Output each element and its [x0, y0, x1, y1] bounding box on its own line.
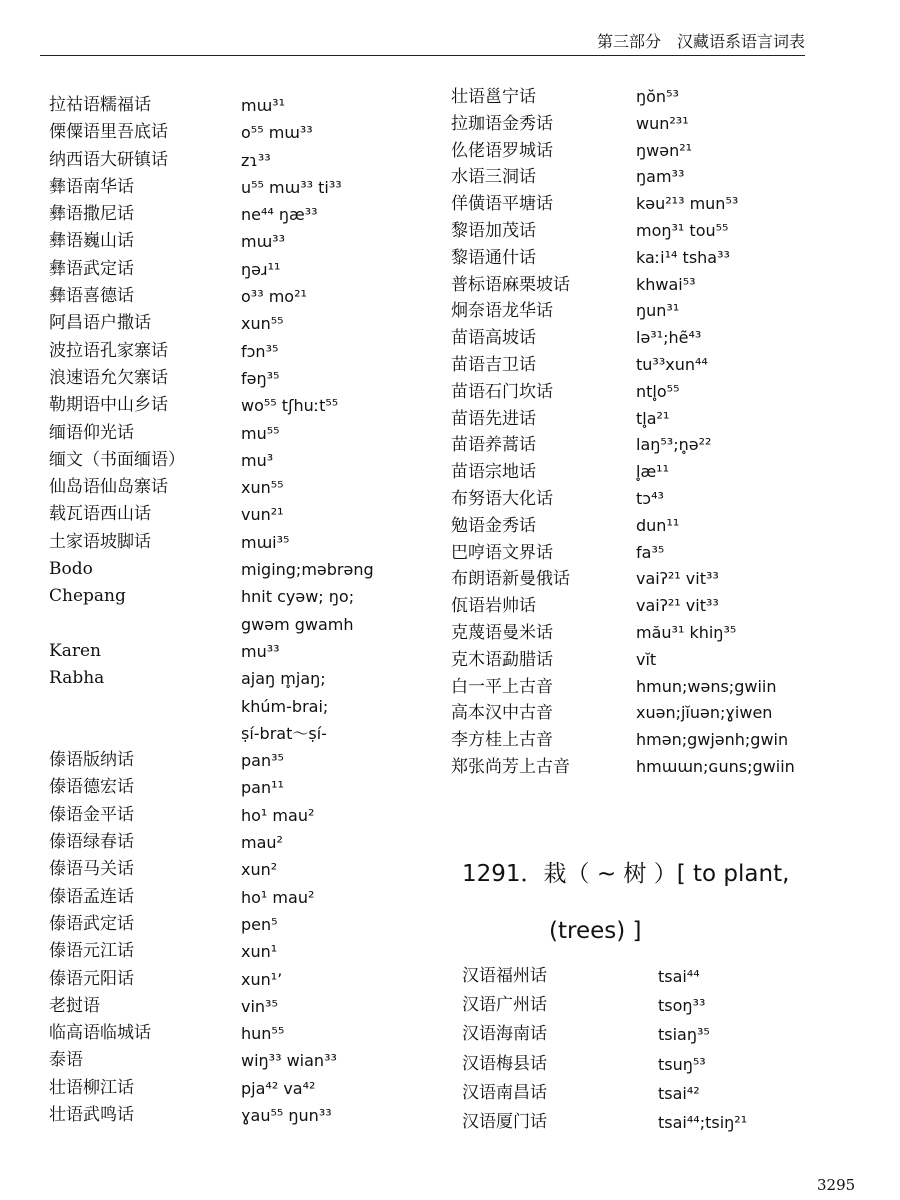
language-name: 勉语金秀话 — [451, 515, 536, 536]
section-heading: 1291．栽（ ~ 树 ）[ to plant, — [462, 861, 790, 887]
word-form: tl̥a²¹ — [636, 408, 670, 428]
word-form: khúm-brai; — [241, 696, 329, 716]
entry-row — [49, 92, 444, 119]
word-form: ŋəɹ¹¹ — [241, 259, 281, 279]
language-name: 炯奈语龙华话 — [451, 301, 553, 322]
word-form: zɿ³³ — [241, 150, 271, 170]
entry-row — [462, 1079, 882, 1108]
entry-row — [451, 700, 871, 727]
word-form: ajaŋ m̥jaŋ; — [241, 669, 326, 689]
language-name: 浪速语允欠寨话 — [49, 367, 168, 388]
language-name: Karen — [49, 640, 101, 661]
entry-row — [49, 747, 444, 774]
language-name: Rabha — [49, 668, 105, 689]
language-name: 拉祜语糯福话 — [49, 95, 151, 115]
word-form: mu³ — [241, 450, 274, 470]
word-form: hmɯɯn;ɢuns;gwiin — [636, 756, 795, 776]
language-name: 傣语绿春话 — [49, 832, 134, 853]
language-name: 傣语元阳话 — [49, 968, 134, 989]
word-form: moŋ³¹ tou⁵⁵ — [636, 220, 729, 240]
entry-row — [49, 611, 444, 638]
word-form: hmən;gwjənh;gwin — [636, 730, 789, 750]
word-form: fa³⁵ — [636, 542, 665, 562]
language-name: 泰语 — [49, 1050, 83, 1071]
word-form: pan³⁵ — [241, 751, 284, 771]
word-form: ŋwən²¹ — [636, 140, 693, 160]
section-heading-continued: (trees) ] — [549, 918, 642, 944]
word-form: khwai⁵³ — [636, 274, 696, 294]
page-number: 3295 — [817, 1176, 856, 1194]
entry-row — [451, 379, 871, 406]
entry-row — [49, 638, 444, 665]
language-name: 载瓦语西山话 — [49, 504, 151, 525]
language-name: 黎语加茂话 — [451, 220, 536, 241]
entry-row — [451, 191, 871, 218]
entry-row — [49, 1102, 444, 1129]
entry-row — [462, 962, 882, 991]
entry-row — [49, 310, 444, 337]
word-form: wun²³¹ — [636, 113, 689, 133]
word-form: vaiʔ²¹ vit³³ — [636, 569, 719, 589]
language-name: 苗语石门坎话 — [451, 381, 553, 402]
word-form: o³³ mo²¹ — [241, 287, 307, 307]
word-form: xun⁵⁵ — [241, 314, 284, 334]
language-name: 彝语武定话 — [49, 258, 134, 279]
language-name: 苗语宗地话 — [451, 462, 536, 483]
word-form: xun² — [241, 860, 278, 880]
entry-row — [49, 938, 444, 965]
word-form: kaːi¹⁴ tsha³³ — [636, 247, 730, 267]
word-form: tsiaŋ³⁵ — [658, 1025, 710, 1045]
word-form: ho¹ mau² — [241, 887, 315, 907]
entry-row — [49, 693, 444, 720]
entry-row — [49, 665, 444, 692]
section-entries — [462, 962, 882, 1137]
word-form: wo⁵⁵ tʃhuːt⁵⁵ — [241, 396, 339, 416]
language-name: 波拉语孔家寨话 — [49, 340, 168, 361]
entry-row — [451, 593, 871, 620]
language-name: 高本汉中古音 — [451, 703, 553, 724]
entry-row — [451, 84, 871, 111]
language-name: 壮语柳江话 — [49, 1077, 134, 1098]
entry-row — [451, 566, 871, 593]
entry-row — [49, 201, 444, 228]
language-name: 苗语养蒿话 — [451, 435, 536, 456]
entry-row — [49, 1020, 444, 1047]
entry-row — [49, 556, 444, 583]
word-form: ŋŏn⁵³ — [636, 87, 679, 106]
entry-row — [451, 647, 871, 674]
entry-row — [49, 856, 444, 883]
language-name: 布朗语新曼俄话 — [451, 569, 570, 590]
word-form: pja⁴² va⁴² — [241, 1078, 316, 1098]
language-name: 仙岛语仙岛寨话 — [49, 477, 168, 498]
language-name: 李方桂上古音 — [451, 730, 553, 751]
entry-row — [49, 174, 444, 201]
language-name: 佯僙语平塘话 — [451, 194, 553, 215]
language-name: 壮语邕宁话 — [451, 87, 536, 107]
word-form: wiŋ³³ wian³³ — [241, 1051, 337, 1071]
word-form: xuən;jĭuən;ɣiwen — [636, 703, 773, 723]
language-name: 汉语福州话 — [462, 966, 547, 986]
word-form: vin³⁵ — [241, 996, 278, 1016]
entry-row — [49, 1047, 444, 1074]
entry-row — [451, 406, 871, 433]
language-name: 老挝语 — [49, 995, 100, 1016]
language-name: 布努语大化话 — [451, 488, 553, 509]
entry-row — [49, 447, 444, 474]
word-form: vun²¹ — [241, 505, 284, 525]
entry-row — [462, 1108, 882, 1137]
entry-row — [451, 540, 871, 567]
entry-row — [451, 325, 871, 352]
word-form: fəŋ³⁵ — [241, 368, 280, 388]
language-name: 苗语先进话 — [451, 408, 536, 429]
word-form: dun¹¹ — [636, 515, 680, 535]
word-form: xun¹’ — [241, 969, 283, 989]
language-name: 彝语喜德话 — [49, 286, 134, 307]
entry-row — [49, 529, 444, 556]
word-form: ɣau⁵⁵ ŋun³³ — [241, 1105, 332, 1125]
entry-row — [451, 164, 871, 191]
language-name: 苗语吉卫话 — [451, 354, 536, 375]
entry-row — [49, 802, 444, 829]
entry-row — [451, 727, 871, 754]
entry-row — [451, 513, 871, 540]
language-name: 傣语金平话 — [49, 804, 134, 825]
language-name: 傣语元江话 — [49, 941, 134, 962]
language-name: 黎语通什话 — [451, 247, 536, 268]
left-column — [49, 92, 444, 1129]
language-name: 阿昌语户撒话 — [49, 313, 151, 334]
entry-row — [49, 338, 444, 365]
language-name: Chepang — [49, 586, 126, 607]
word-form: tsai⁴⁴ — [658, 967, 700, 986]
language-name: 普标语麻栗坡话 — [451, 274, 570, 295]
entry-row — [49, 420, 444, 447]
language-name: 纳西语大研镇话 — [49, 149, 168, 170]
word-form: tsuŋ⁵³ — [658, 1054, 706, 1074]
word-form: ŋun³¹ — [636, 301, 680, 321]
language-name: 临高语临城话 — [49, 1023, 151, 1044]
entry-row — [451, 620, 871, 647]
language-name: 郑张尚芳上古音 — [451, 756, 570, 777]
language-name: 仫佬语罗城话 — [451, 140, 553, 161]
entry-row — [49, 119, 444, 146]
word-form: mɯ³¹ — [241, 96, 285, 115]
language-name: 傣语版纳话 — [49, 750, 134, 771]
entry-row — [49, 474, 444, 501]
language-name: 傣语马关话 — [49, 859, 134, 880]
word-form: mu³³ — [241, 641, 280, 661]
entry-row — [49, 283, 444, 310]
entry-row — [49, 392, 444, 419]
language-name: 拉珈语金秀话 — [451, 113, 553, 134]
word-form: tsai⁴⁴;tsiŋ²¹ — [658, 1113, 748, 1133]
language-name: Bodo — [49, 559, 93, 580]
word-form: mɯi³⁵ — [241, 532, 290, 552]
word-form: lə³¹;hẽ⁴³ — [636, 328, 702, 348]
entry-row — [49, 501, 444, 528]
language-name: 白一平上古音 — [451, 676, 553, 697]
language-name: 佤语岩帅话 — [451, 596, 536, 617]
word-form: l̥æ¹¹ — [636, 462, 669, 482]
entry-row — [451, 459, 871, 486]
entry-row — [49, 774, 444, 801]
language-name: 傈僳语里吾底话 — [49, 122, 168, 143]
language-name: 克木语勐腊话 — [451, 649, 553, 670]
language-name: 彝语巍山话 — [49, 231, 134, 252]
entry-row — [49, 911, 444, 938]
language-name: 汉语海南话 — [462, 1024, 547, 1045]
word-form: hnit cyəw; ŋo; — [241, 587, 355, 607]
word-form: ŋam³³ — [636, 167, 685, 187]
language-name: 傣语德宏话 — [49, 777, 134, 798]
entry-row — [451, 218, 871, 245]
word-form: mău³¹ khiŋ³⁵ — [636, 622, 737, 642]
word-form: o⁵⁵ mɯ³³ — [241, 123, 313, 143]
word-form: mau² — [241, 833, 283, 853]
entry-row — [451, 754, 871, 781]
language-name: 汉语厦门话 — [462, 1112, 547, 1133]
entry-row — [49, 829, 444, 856]
language-name: 缅文（书面缅语） — [49, 449, 185, 470]
right-column — [451, 84, 871, 781]
entry-row — [49, 583, 444, 610]
word-form: u⁵⁵ mɯ³³ ti³³ — [241, 177, 342, 197]
word-form: miging;məbrəng — [241, 560, 374, 580]
language-name: 缅语仰光话 — [49, 422, 134, 443]
language-name: 克蔑语曼米话 — [451, 622, 553, 643]
word-form: tu³³xun⁴⁴ — [636, 354, 708, 374]
word-form: gwəm gwamh — [241, 614, 354, 634]
entry-row — [451, 298, 871, 325]
language-name: 勒期语中山乡话 — [49, 395, 168, 416]
entry-row — [49, 365, 444, 392]
entry-row — [49, 256, 444, 283]
word-form: ne⁴⁴ ŋæ³³ — [241, 205, 318, 225]
word-form: kəu²¹³ mun⁵³ — [636, 194, 739, 214]
word-form: tɔ⁴³ — [636, 488, 664, 508]
word-form: mu⁵⁵ — [241, 423, 280, 443]
word-form: ntl̥o⁵⁵ — [636, 381, 680, 401]
entry-row — [49, 993, 444, 1020]
word-form: tsai⁴² — [658, 1083, 700, 1103]
entry-row — [49, 966, 444, 993]
language-name: 汉语南昌话 — [462, 1082, 547, 1103]
header-rule — [40, 55, 805, 56]
language-name: 傣语孟连话 — [49, 886, 134, 907]
language-name: 苗语高坡话 — [451, 328, 536, 349]
language-name: 土家语坡脚话 — [49, 531, 151, 552]
language-name: 汉语广州话 — [462, 995, 547, 1016]
entry-row — [451, 272, 871, 299]
language-name: 彝语撒尼话 — [49, 204, 134, 225]
language-name: 水语三洞话 — [451, 167, 536, 188]
word-form: pen⁵ — [241, 914, 278, 934]
language-name: 彝语南华话 — [49, 176, 134, 197]
entry-row — [49, 228, 444, 255]
word-form: tsoŋ³³ — [658, 996, 706, 1016]
word-form: mɯ³³ — [241, 232, 285, 252]
entry-row — [49, 884, 444, 911]
running-header: 第三部分 汉藏语系语言词表 — [597, 32, 806, 51]
word-form: fɔn³⁵ — [241, 341, 279, 361]
word-form: vaiʔ²¹ vit³³ — [636, 596, 719, 616]
entry-row — [451, 674, 871, 701]
entry-row — [49, 720, 444, 747]
word-form: hun⁵⁵ — [241, 1024, 285, 1044]
word-form: laŋ⁵³;n̥ə²² — [636, 435, 712, 455]
entry-row — [462, 1050, 882, 1079]
word-form: vĭt — [636, 649, 657, 669]
entry-row — [451, 432, 871, 459]
entry-row — [451, 486, 871, 513]
word-form: xun¹ — [241, 942, 278, 962]
entry-row — [49, 1075, 444, 1102]
entry-row — [451, 352, 871, 379]
entry-row — [451, 111, 871, 138]
language-name: 壮语武鸣话 — [49, 1104, 134, 1125]
word-form: xun⁵⁵ — [241, 478, 284, 498]
language-name: 汉语梅县话 — [462, 1053, 547, 1074]
entry-row — [49, 147, 444, 174]
word-form: ṣí-brat～ṣí- — [241, 723, 327, 743]
entry-row — [462, 991, 882, 1020]
language-name: 傣语武定话 — [49, 913, 134, 934]
language-name: 巴哼语文界话 — [451, 542, 553, 563]
word-form: hmun;wəns;gwiin — [636, 676, 777, 696]
entry-row — [451, 245, 871, 272]
entry-row — [451, 138, 871, 165]
entry-row — [462, 1020, 882, 1049]
word-form: ho¹ mau² — [241, 805, 315, 825]
word-form: pan¹¹ — [241, 778, 284, 798]
